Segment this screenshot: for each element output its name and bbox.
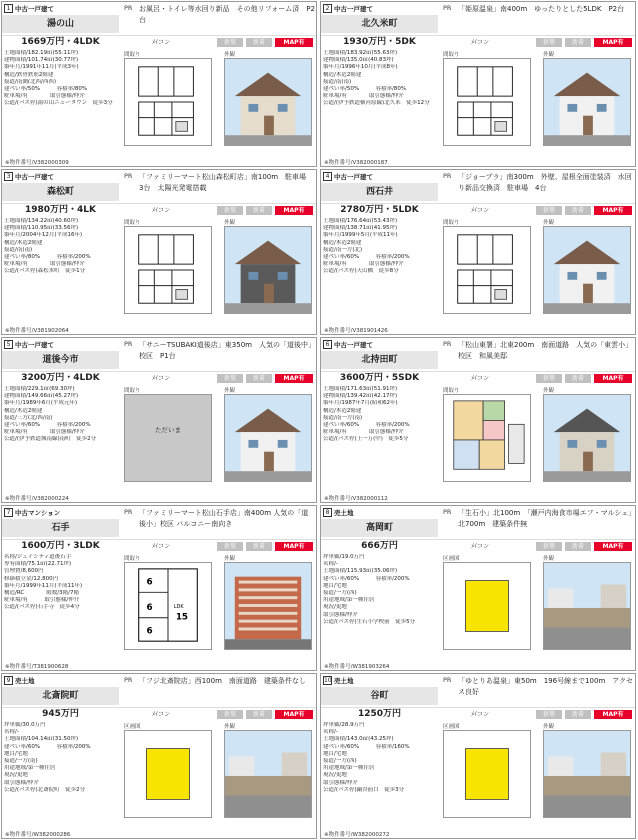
pr-description: 「ジョープラ」南300m 外壁、屋根全面塗装済 水回り新品交換済 駐車場 4台 <box>458 173 632 192</box>
new-arrival-badge: 新着 <box>246 38 272 47</box>
spec-row: 建ぺい率/50% 容積率/80% <box>4 86 88 93</box>
listing-number: 2 <box>323 4 332 13</box>
card-header-right <box>119 170 317 203</box>
spec-row: 接道/南一方(南) <box>323 414 363 421</box>
property-id: ※物件番号/T381900628 <box>5 664 69 670</box>
spec-row: 接道/南(南) <box>323 78 352 85</box>
spec-row: 駐車場/有 取引態様/仲介 <box>4 93 85 100</box>
price-bar <box>321 35 636 48</box>
new-arrival-badge: 新着 <box>565 206 591 215</box>
icon-label: ﾒｲコン <box>152 711 171 718</box>
price-bar <box>2 539 317 552</box>
spec-row: 坪単価/19.0万円 <box>323 554 365 560</box>
listing-number: 5 <box>4 340 13 349</box>
new-arrival-badge: 新着 <box>565 710 591 719</box>
new-build-badge: 新築 <box>217 206 243 215</box>
spec-row: 建物面積/135.0㎡(40.83坪) <box>323 57 394 64</box>
map-button[interactable]: MAP有 <box>275 374 313 383</box>
property-type: 中古一戸建て <box>334 173 373 181</box>
price: 1600万円・3LDK <box>21 541 100 551</box>
card-header-left <box>321 170 438 203</box>
new-build-badge: 新築 <box>536 206 562 215</box>
exterior-photo[interactable] <box>224 394 312 482</box>
new-arrival-badge: 新着 <box>565 38 591 47</box>
new-build-badge: 新築 <box>217 374 243 383</box>
spec-row: 専有面積/75.1㎡(22.71坪) <box>4 561 72 568</box>
spec-row: 公道/(伊予鉄道横河原線)北久米 徒歩12分 <box>323 100 430 107</box>
property-type: 中古一戸建て <box>15 5 54 13</box>
card-header-left <box>321 674 438 707</box>
spec-list <box>4 50 116 108</box>
listing-card-4[interactable] <box>320 169 636 335</box>
floorplan-label: 間取り <box>443 52 460 58</box>
spec-row: 建ぺい率/60% 容積率/200% <box>323 254 410 261</box>
icon-label: ﾒｲコン <box>471 207 490 214</box>
exterior-photo[interactable] <box>543 730 631 818</box>
spec-row: 用途地域/第一種住居 <box>4 765 56 772</box>
spec-row: 土地面積/229.1㎡(69.30坪) <box>4 386 75 392</box>
pr-label: PR <box>124 508 133 516</box>
spec-row: 築年月/1987年7月(昭和62年) <box>323 400 398 407</box>
floorplan-image[interactable] <box>443 58 531 146</box>
pr-description: 「ゆとりあ温泉」東50m 196号線まで100m アクセス良好 <box>458 677 634 696</box>
new-build-badge: 新築 <box>536 38 562 47</box>
spec-list <box>323 386 435 444</box>
pr-description: お風呂・トイレ等水回り新品 その他リフォーム済 P2台 <box>139 5 315 24</box>
spec-row: 土地面積/176.64㎡(53.43坪) <box>323 218 398 224</box>
pr-label: PR <box>443 4 452 12</box>
spec-row: 管理費/8,600円 <box>4 568 44 575</box>
spec-row: 現況/更地 <box>4 772 28 779</box>
listing-grid <box>1 1 637 839</box>
placeholder-text: ただいま <box>155 426 181 434</box>
spec-row: 公道/(バス停)天山橋 徒歩8分 <box>323 268 399 275</box>
price: 1980万円・4LK <box>24 205 97 215</box>
spec-row: 接道/南側(北西/西西) <box>4 78 56 85</box>
exterior-label: 外観 <box>224 724 236 730</box>
price-bar <box>321 203 636 216</box>
area-name[interactable]: 高岡町 <box>321 519 438 537</box>
spec-row: 土地面積/104.14㎡(31.50坪) <box>4 736 79 743</box>
card-header-right <box>119 338 317 371</box>
new-build-badge: 新築 <box>217 542 243 551</box>
card-header-left <box>321 338 438 371</box>
svg-text:6: 6 <box>146 626 153 637</box>
price-bar <box>321 707 636 720</box>
floorplan-image[interactable] <box>124 58 212 146</box>
card-header-right <box>119 2 317 35</box>
exterior-photo[interactable] <box>224 226 312 314</box>
spec-row: 坪単価/30.0万円 <box>4 722 46 728</box>
icon-label: ﾒｲコン <box>471 543 490 550</box>
floorplan-image[interactable] <box>124 226 212 314</box>
card-header-left <box>2 2 119 35</box>
new-arrival-badge: 新着 <box>565 374 591 383</box>
pr-label: PR <box>443 676 452 684</box>
spec-row: 駐車場/有 取引態様/仲介 <box>4 429 85 436</box>
spec-row: 公道/(伊予鉄道城南線)南町 徒歩2分 <box>4 436 97 443</box>
spec-row: 地目/宅地 <box>323 582 347 589</box>
spec-list <box>4 722 116 794</box>
property-type: 売土地 <box>334 677 354 685</box>
map-button[interactable]: MAP有 <box>275 710 313 719</box>
area-name[interactable]: 北持田町 <box>321 351 438 369</box>
price-bar <box>2 371 317 384</box>
exterior-label: 外観 <box>543 724 555 730</box>
spec-row: 公道/(バス停)鍋谷前口 徒歩3分 <box>323 786 405 793</box>
exterior-photo[interactable] <box>543 562 631 650</box>
spec-row: 公道/(バス停)北斎院町 徒歩2分 <box>4 786 86 793</box>
spec-row: 取引態様/仲介 <box>323 779 358 786</box>
spec-row: 構造/木造2階建 <box>323 71 362 78</box>
icon-label: ﾒｲコン <box>152 39 171 46</box>
spec-row: 用途地域/第一種住居 <box>323 597 375 604</box>
new-arrival-badge: 新着 <box>565 542 591 551</box>
property-id: ※物件番号/V381901426 <box>324 328 388 334</box>
price: 945万円 <box>42 709 79 719</box>
exterior-label: 外観 <box>224 556 236 562</box>
exterior-label: 外観 <box>543 52 555 58</box>
pr-description: 「フジ北斎院店」西100m 南面道路 建築条件なし <box>139 677 306 685</box>
floorplan-label: 間取り <box>124 220 141 226</box>
price: 3200万円・4LDK <box>21 373 100 383</box>
new-build-badge: 新築 <box>536 710 562 719</box>
icon-label: ﾒｲコン <box>152 375 171 382</box>
map-button[interactable]: MAP有 <box>594 38 632 47</box>
property-id: ※物件番号/W382000286 <box>5 832 71 838</box>
card-header-right <box>119 506 317 539</box>
listing-card-1[interactable] <box>1 1 317 167</box>
floorplan-label: 区画図 <box>443 556 460 562</box>
spec-row: 築年月/1989年6月(平成元年) <box>4 400 78 407</box>
property-id: ※物件番号/V381902064 <box>5 328 69 334</box>
spec-row: 接道/南(南) <box>4 246 33 253</box>
spec-row: 構造/木造2階建 <box>4 407 43 414</box>
icon-label: ﾒｲコン <box>471 711 490 718</box>
listing-card-6[interactable] <box>320 337 636 503</box>
new-arrival-badge: 新着 <box>246 206 272 215</box>
listing-number: 8 <box>323 508 332 517</box>
spec-row: 建物面積/149.66㎡(45.27坪) <box>4 393 79 400</box>
new-build-badge: 新築 <box>217 710 243 719</box>
spec-row: 構造/鉄骨鉄筋2階建 <box>4 71 54 78</box>
card-header-left <box>321 506 438 539</box>
map-button[interactable]: MAP有 <box>594 710 632 719</box>
spec-row: 用途地域/第一種住居 <box>323 765 375 772</box>
new-arrival-badge: 新着 <box>246 374 272 383</box>
price-bar <box>321 371 636 384</box>
spec-row: 築年月/1999年5月(平成11年) <box>323 232 398 239</box>
spec-row: 構造/木造2階建 <box>323 239 362 246</box>
pr-description: 「サニーTSUBAKI道後店」東350m 人気の「道後中」校区 P1台 <box>139 341 315 360</box>
spec-row: 土地面積/115.93㎡(35.06坪) <box>323 568 398 575</box>
floorplan-image[interactable] <box>124 562 212 650</box>
spec-list <box>323 50 435 108</box>
area-name[interactable]: 北斎院町 <box>2 687 119 705</box>
spec-row: 築年月/2004年12月(平成16年) <box>4 232 83 239</box>
area-name[interactable]: 西石井 <box>321 183 438 201</box>
new-build-badge: 新築 <box>536 542 562 551</box>
spec-row: 公道/(バス停)森松本町 徒歩1分 <box>4 268 86 275</box>
price-bar <box>2 203 317 216</box>
svg-text:6: 6 <box>146 577 153 588</box>
card-header-right <box>438 2 636 35</box>
price: 2780万円・5LDK <box>340 205 419 215</box>
exterior-photo[interactable] <box>543 58 631 146</box>
spec-row: 構造/木造2階建 <box>323 407 362 414</box>
spec-row: 公道/(バス停)生石小学校前 徒歩5分 <box>323 618 416 625</box>
property-type: 中古一戸建て <box>15 341 54 349</box>
property-id: ※物件番号/V382000224 <box>5 496 69 502</box>
spec-list <box>323 554 435 626</box>
exterior-photo[interactable] <box>224 58 312 146</box>
spec-row: 名称/ジェイシティ道後石手 <box>4 554 72 560</box>
card-header-right <box>119 674 317 707</box>
floorplan-label: 間取り <box>124 388 141 394</box>
property-id: ※物件番号/V382000112 <box>324 496 388 502</box>
pr-description: 「生石小」北100m 「瀬戸内海食市場エフ・マルシェ」北700m 建築条件無 <box>458 509 632 528</box>
exterior-label: 外観 <box>224 220 236 226</box>
spec-row: 接道/一方(西) <box>323 590 357 597</box>
property-type: 売土地 <box>15 677 35 685</box>
pr-description: 「松山東署」北東200m 南面道路 人気の「東雲小」校区 和風美邸 <box>458 341 633 360</box>
spec-row: 建ぺい率/60% 容積率/200% <box>323 575 410 582</box>
listing-card-3[interactable] <box>1 169 317 335</box>
card-header-right <box>438 170 636 203</box>
spec-row: 地目/宅地 <box>323 750 347 757</box>
spec-row: 建ぺい率/60% 容積率/200% <box>4 422 91 429</box>
pr-label: PR <box>124 172 133 180</box>
price: 1669万円・4LDK <box>21 37 100 47</box>
property-id: ※物件番号/W381903264 <box>324 664 390 670</box>
spec-row: 駐車場/有 取引態様/仲介 <box>323 261 404 268</box>
exterior-photo[interactable] <box>543 226 631 314</box>
floorplan-label: 間取り <box>443 220 460 226</box>
new-arrival-badge: 新着 <box>246 542 272 551</box>
listing-card-9[interactable] <box>1 673 317 839</box>
spec-row: 駐車場/有 取引態様/仲介 <box>323 429 404 436</box>
exterior-label: 外観 <box>224 52 236 58</box>
floorplan-label: 区画図 <box>443 724 460 730</box>
spec-row: 土地面積/134.22㎡(40.60坪) <box>4 218 79 224</box>
exterior-photo[interactable] <box>224 730 312 818</box>
spec-row: 現況/更地 <box>323 772 347 779</box>
spec-row: 建ぺい率/60% 容積率/160% <box>323 743 410 750</box>
spec-row: 坪単価/28.9万円 <box>323 722 365 728</box>
card-header-right <box>438 338 636 371</box>
listing-number: 6 <box>323 340 332 349</box>
spec-list <box>4 554 116 612</box>
spec-row: 建ぺい率/80% 容積率/200% <box>4 254 91 261</box>
floorplan-image[interactable] <box>443 394 531 482</box>
card-header-right <box>438 674 636 707</box>
listing-number: 1 <box>4 4 13 13</box>
area-name[interactable]: 谷町 <box>321 687 438 705</box>
price: 3600万円・5SDK <box>339 373 420 383</box>
price: 1250万円 <box>357 709 402 719</box>
property-type: 中古マンション <box>15 509 61 517</box>
spec-row: 公道/(バス停)上一万(中) 徒歩5分 <box>323 436 409 443</box>
property-type: 中古一戸建て <box>334 341 373 349</box>
spec-row: 名称/- <box>323 561 338 568</box>
floorplan-image[interactable] <box>124 730 212 818</box>
icon-label: ﾒｲコン <box>152 543 171 550</box>
spec-row: 建ぺい率/60% 容積率/200% <box>4 743 91 750</box>
area-name[interactable]: 森松町 <box>2 183 119 201</box>
exterior-photo[interactable] <box>543 394 631 482</box>
listing-number: 3 <box>4 172 13 181</box>
area-name[interactable]: 湯の山 <box>2 15 119 33</box>
map-button[interactable]: MAP有 <box>275 38 313 47</box>
exterior-label: 外観 <box>224 388 236 394</box>
svg-text:15: 15 <box>175 612 189 623</box>
spec-row: 建物面積/139.42㎡(42.17坪) <box>323 393 398 400</box>
property-id: ※物件番号/V382000309 <box>5 160 69 166</box>
map-button[interactable]: MAP有 <box>275 542 313 551</box>
map-button[interactable]: MAP有 <box>594 374 632 383</box>
spec-row: 取引態様/仲介 <box>323 611 358 618</box>
floorplan-label: 間取り <box>443 388 460 394</box>
listing-card-10[interactable] <box>320 673 636 839</box>
floorplan-image[interactable] <box>443 562 531 650</box>
map-button[interactable]: MAP有 <box>594 542 632 551</box>
listing-number: 10 <box>324 677 332 684</box>
pr-description: 「姫原温泉」南400m ゆったりとした5LDK P2台 <box>458 5 625 13</box>
floorplan-label: 間取り <box>124 556 141 562</box>
spec-row: 接道/三方(北/西/南) <box>4 414 53 421</box>
price-bar <box>2 35 317 48</box>
floorplan-label: 区画図 <box>124 724 141 730</box>
spec-row: 公道/(バス停)石手寺 徒歩4分 <box>4 604 80 611</box>
card-header-left <box>2 338 119 371</box>
spec-list <box>323 218 435 276</box>
area-name[interactable]: 北久米町 <box>321 15 438 33</box>
icon-label: ﾒｲコン <box>471 39 490 46</box>
spec-row: 駐車場/有 取引態様/仲介 <box>4 261 85 268</box>
card-header-left <box>2 674 119 707</box>
property-id: ※物件番号/V382000187 <box>324 160 388 166</box>
card-header-left <box>2 170 119 203</box>
spec-row: 土地面積/183.92㎡(55.63坪) <box>323 50 398 56</box>
pr-label: PR <box>443 172 452 180</box>
new-arrival-badge: 新着 <box>246 710 272 719</box>
card-header-left <box>2 506 119 539</box>
exterior-label: 外観 <box>543 388 555 394</box>
spec-row: 建ぺい率/50% 容積率/80% <box>323 86 407 93</box>
pr-label: PR <box>443 340 452 348</box>
area-name[interactable]: 石手 <box>2 519 119 537</box>
icon-label: ﾒｲコン <box>152 207 171 214</box>
card-header-right <box>438 506 636 539</box>
spec-row: 建物面積/101.74㎡(30.77坪) <box>4 57 79 64</box>
new-build-badge: 新築 <box>217 38 243 47</box>
listing-card-2[interactable] <box>320 1 636 167</box>
price: 666万円 <box>361 541 398 551</box>
spec-list <box>4 386 116 444</box>
spec-row: 建物面積/110.95㎡(33.56坪) <box>4 225 79 232</box>
spec-row: 名称/- <box>4 729 19 736</box>
exterior-photo[interactable] <box>224 562 312 650</box>
spec-row: 土地面積/182.19㎡(55.11坪) <box>4 50 79 56</box>
spec-row: 建ぺい率/60% 容積率/200% <box>323 422 410 429</box>
area-name[interactable]: 道後今市 <box>2 351 119 369</box>
spec-list <box>4 218 116 276</box>
icon-label: ﾒｲコン <box>471 375 490 382</box>
pr-label: PR <box>443 508 452 516</box>
spec-row: 土地面積/171.63㎡(51.91坪) <box>323 386 398 392</box>
spec-row: 築年月/1991年11月(平成3年) <box>4 64 79 71</box>
property-id: ※物件番号/W382000272 <box>324 832 390 838</box>
floorplan-image[interactable] <box>443 226 531 314</box>
pr-label: PR <box>124 4 133 12</box>
spec-row: 接道/一方(西) <box>323 758 357 765</box>
pr-description: 「ファミリーマート松山森松町店」南100m 駐車場 3台 太陽光発電搭載 <box>139 173 314 192</box>
listing-card-7[interactable] <box>1 505 317 671</box>
spec-row: 修繕積立金/12,800円 <box>4 575 59 582</box>
property-type: 中古一戸建て <box>334 5 373 13</box>
spec-row: 現況/更地 <box>323 604 347 611</box>
listing-card-8[interactable] <box>320 505 636 671</box>
spec-row: 接道/南一方(北) <box>323 246 363 253</box>
spec-row: 取引態様/仲介 <box>4 779 39 786</box>
spec-row: 駐車場/有 取引態様/仲介 <box>323 93 404 100</box>
floorplan-label: 間取り <box>124 52 141 58</box>
spec-row: 公道/(バス停)湯の山ニュータウン 徒歩3分 <box>4 100 113 107</box>
map-button[interactable]: MAP有 <box>594 206 632 215</box>
price-bar <box>321 539 636 552</box>
spec-row: 構造/RC 階数/3階/7階 <box>4 590 79 597</box>
pr-label: PR <box>124 340 133 348</box>
listing-card-5[interactable] <box>1 337 317 503</box>
floorplan-image[interactable] <box>443 730 531 818</box>
card-header-left <box>321 2 438 35</box>
spec-row: 構造/木造2階建 <box>4 239 43 246</box>
spec-list <box>323 722 435 794</box>
map-button[interactable]: MAP有 <box>275 206 313 215</box>
spec-row: 接道/一方(南) <box>4 758 38 765</box>
spec-row: 築年月/1999年11月(平成11年) <box>4 582 83 589</box>
listing-number: 9 <box>4 676 13 685</box>
svg-text:6: 6 <box>146 602 153 613</box>
listing-number: 4 <box>323 172 332 181</box>
spec-row: 駐車場/有 取引態様/仲介 <box>4 597 80 604</box>
exterior-label: 外観 <box>543 556 555 562</box>
exterior-label: 外観 <box>543 220 555 226</box>
new-build-badge: 新築 <box>536 374 562 383</box>
spec-row: 築年月/1996年10月(平成8年) <box>323 64 398 71</box>
spec-row: 土地面積/143.0㎡(43.25坪) <box>323 736 394 743</box>
property-type: 中古一戸建て <box>15 173 54 181</box>
pr-description: 「ファミリーマート松山石手店」南400m 人気の「道後小」校区 バルコニー南向き <box>139 509 309 528</box>
price-bar <box>2 707 317 720</box>
svg-text:LDK: LDK <box>173 603 184 610</box>
pr-label: PR <box>124 676 133 684</box>
spec-row: 建物面積/138.71㎡(41.95坪) <box>323 225 398 232</box>
price: 1930万円・5DK <box>343 37 416 47</box>
property-type: 売土地 <box>334 509 354 517</box>
listing-number: 7 <box>4 508 13 517</box>
spec-row: 地目/宅地 <box>4 750 28 757</box>
floorplan-image[interactable] <box>124 394 212 482</box>
spec-row: 名称/- <box>323 729 338 736</box>
